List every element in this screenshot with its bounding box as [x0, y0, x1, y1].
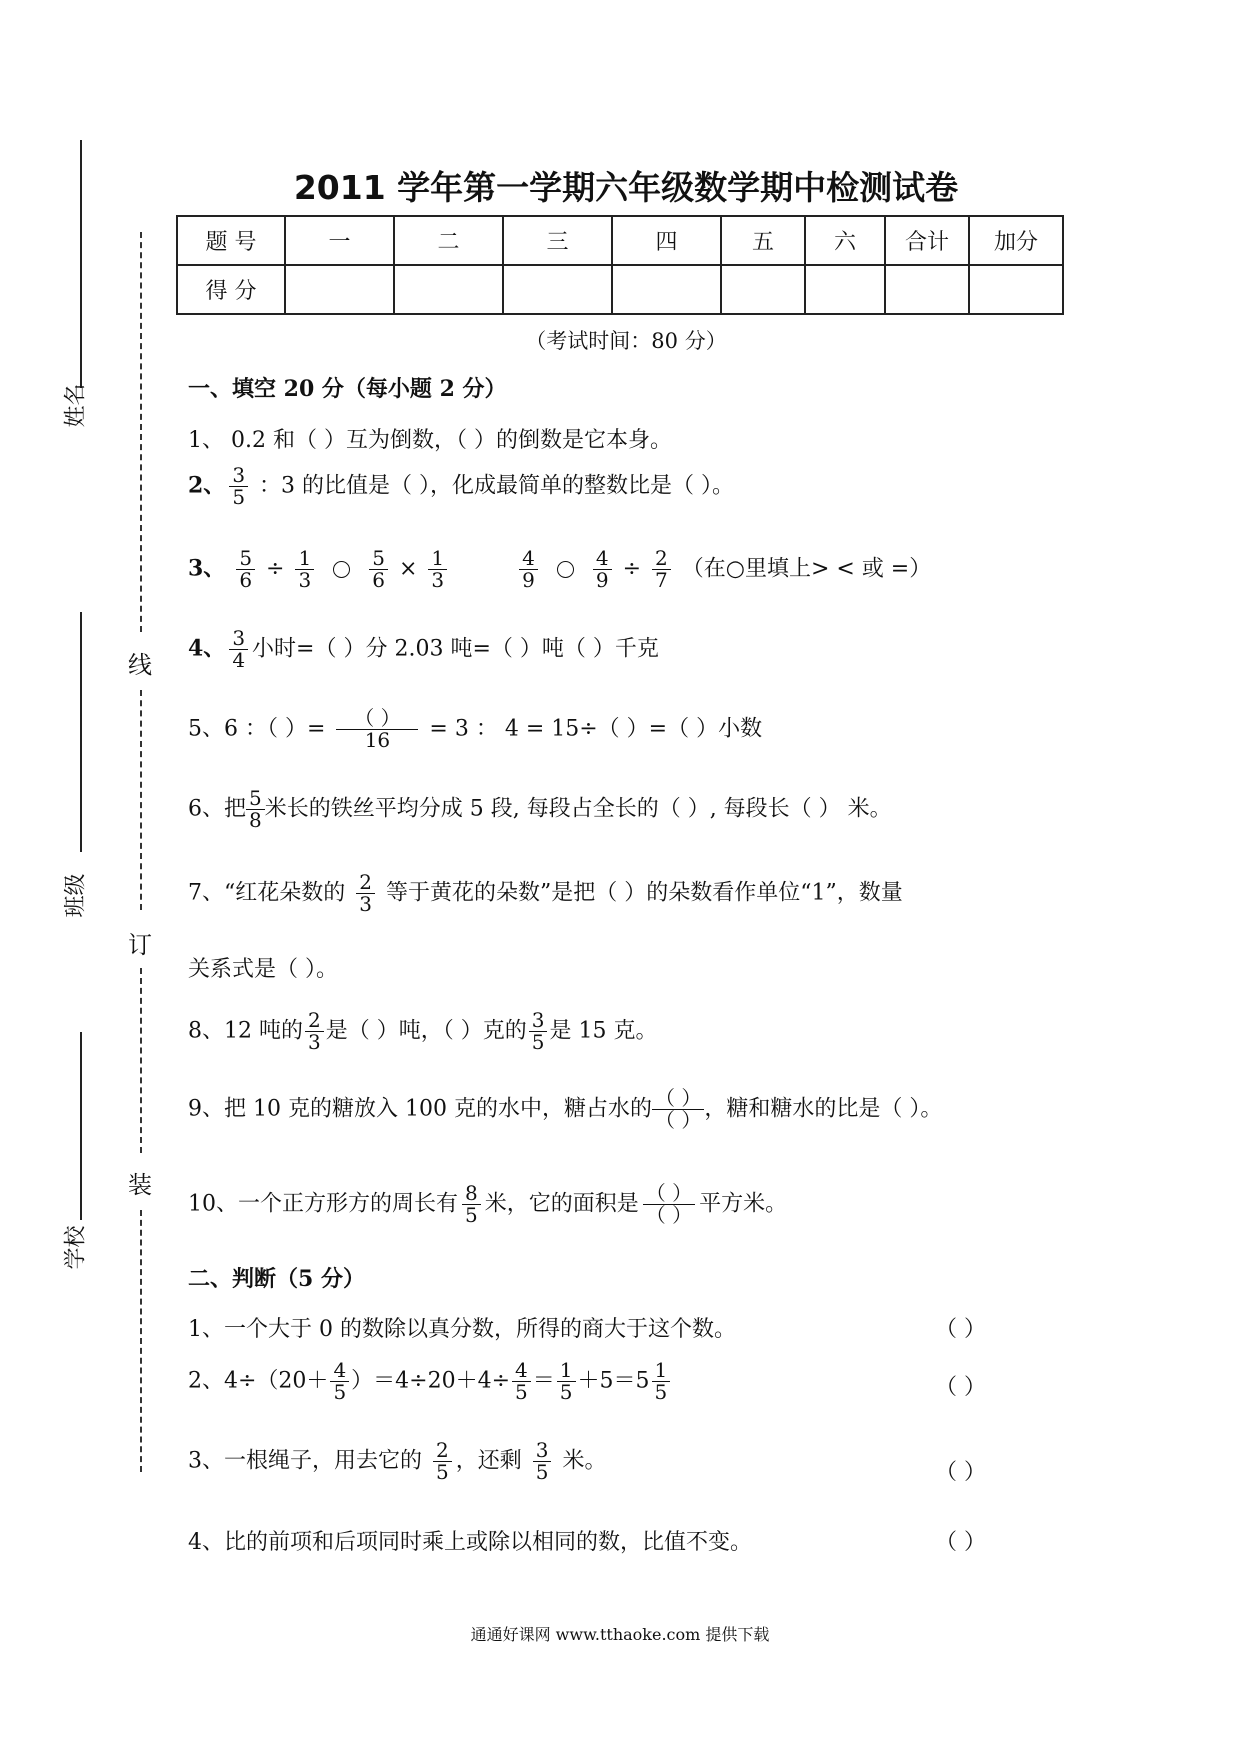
q4-text: 小时=（ ）分 2.03 吨=（ ）吨（ ）千克	[252, 636, 659, 662]
s2-question-3: 3、一根绳子，用去它的 $\frac{2}{5}$ ，还剩 $\frac{3}{5}$ 米。	[188, 1438, 607, 1484]
score-cell[interactable]	[721, 265, 805, 314]
fraction: $\frac{2}{3}$	[356, 872, 375, 915]
fraction: $\frac{5}{8}$	[246, 788, 265, 831]
fraction: $\frac{8}{5}$	[462, 1183, 481, 1226]
s1-question-8: 8、12 吨的 $\frac{2}{3}$ 是（ ）吨，（ ）克的 $\frac{3}{5}$ 是 15 克。	[188, 1008, 658, 1054]
score-col-5: 五	[721, 216, 805, 265]
score-col-bonus: 加分	[969, 216, 1063, 265]
fraction: $\frac{1}{3}$	[295, 548, 314, 591]
fraction: $\frac{3}{5}$	[533, 1440, 552, 1483]
q3-note: （在○里填上> < 或 =）	[681, 556, 932, 582]
score-table-score-row	[177, 265, 1063, 314]
fraction: $\frac{3}{5}$	[229, 465, 248, 508]
fraction: $\frac{5}{6}$	[236, 548, 255, 591]
q3-number: 3、	[188, 555, 226, 582]
score-col-total: 合计	[885, 216, 969, 265]
s1-question-9: 9、把 10 克的糖放入 100 克的水中，糖占水的 $\frac{( )}{( )}$ ，糖和糖水的比是（ ）。	[188, 1086, 943, 1132]
score-header-label: 题 号	[177, 216, 285, 265]
s1-question-7-line2: 关系式是（ ）。	[188, 957, 338, 982]
binding-dash-line-4	[140, 1210, 142, 1472]
binding-dash-line-1	[140, 232, 142, 632]
fraction: $\frac{5}{6}$	[369, 548, 388, 591]
score-col-3: 三	[503, 216, 612, 265]
name-line	[80, 140, 82, 388]
score-table	[176, 215, 1064, 315]
s2-question-1: 1、一个大于 0 的数除以真分数，所得的商大于这个数。	[188, 1317, 736, 1342]
page-title: 2011 学年第一学期六年级数学期中检测试卷	[293, 168, 959, 207]
binding-dash-line-2	[140, 690, 142, 910]
binding-char-xian: 线	[128, 651, 152, 679]
binding-char-ding: 订	[128, 931, 152, 959]
fraction: $\frac{1}{5}$	[652, 1360, 671, 1403]
fraction: $\frac{4}{9}$	[593, 548, 612, 591]
compare-circle[interactable]	[557, 561, 574, 578]
school-label: 学校	[63, 1225, 89, 1270]
s1-question-1: 1、 0.2 和（ ）互为倒数，（ ）的倒数是它本身。	[188, 428, 672, 453]
class-line	[80, 612, 82, 852]
s2-question-4: 4、比的前项和后项同时乘上或除以相同的数，比值不变。	[188, 1530, 752, 1555]
score-row-label: 得 分	[177, 265, 285, 314]
s1-question-10: 10、一个正方形方的周长有 $\frac{8}{5}$ 米，它的面积是 $\frac{( )}{( )}$ 平方米。	[188, 1181, 788, 1227]
fraction: $\frac{1}{3}$	[428, 548, 447, 591]
score-col-1: 一	[285, 216, 394, 265]
score-col-4: 四	[612, 216, 721, 265]
score-cell[interactable]	[805, 265, 885, 314]
fraction: $\frac{4}{9}$	[519, 548, 538, 591]
binding-char-zhuang: 装	[128, 1171, 152, 1199]
name-label: 姓名	[63, 383, 89, 428]
s1-question-7: 7、“红花朵数的 $\frac{2}{3}$ 等于黄花的朵数”是把（ ）的朵数看作单位“1”，数量	[188, 870, 903, 916]
fraction: $\frac{( )}{( )}$	[652, 1088, 704, 1131]
q2-text: ：3 的比值是（ ），化成最简单的整数比是（ ）。	[259, 473, 735, 499]
section1-heading: 一、填空 20 分（每小题 2 分）	[188, 376, 507, 402]
class-label: 班级	[63, 873, 89, 918]
s2-question-2: 2、4÷（20＋ $\frac{4}{5}$ ）＝4÷20＋4÷ $\frac{4}{5}$ ＝ $\frac{1}{5}$ ＋5＝5 $\frac{1}{5}$	[188, 1360, 672, 1403]
s2-answer-bracket[interactable]: （ ）	[935, 1530, 986, 1555]
fraction: $\frac{2}{7}$	[652, 548, 671, 591]
score-col-6: 六	[805, 216, 885, 265]
score-cell[interactable]	[885, 265, 969, 314]
fraction: $\frac{3}{5}$	[529, 1010, 548, 1053]
section2-heading: 二、判断（5 分）	[188, 1266, 365, 1292]
footer-credit: 通通好课网 www.tthaoke.com 提供下载	[470, 1625, 770, 1644]
fraction: $\frac{4}{5}$	[512, 1360, 531, 1403]
fraction: $\frac{( )}{16}$	[336, 708, 418, 751]
fraction: $\frac{4}{5}$	[330, 1360, 349, 1403]
s1-question-5: 5、6 ：（ ）= $\frac{( )}{16}$ = 3 ： 4 = 15÷（ ）=（ ）小数	[188, 706, 763, 752]
fraction: $\frac{3}{4}$	[229, 628, 248, 671]
s1-question-3: 3、 $\frac{5}{6}$ ÷ $\frac{1}{3}$ $\frac{5}{6}$ × $\frac{1}{3}$ $\frac{4}{9}$ $\frac{4}{9}$ ÷ $\frac{2}{7}$ （在○里填上> < 或 =）	[188, 546, 932, 592]
s2-answer-bracket[interactable]: （ ）	[935, 1460, 986, 1485]
fraction: $\frac{( )}{( )}$	[643, 1183, 695, 1226]
q2-number: 2、	[188, 472, 226, 499]
s2-answer-bracket[interactable]: （ ）	[935, 1317, 986, 1342]
fraction: $\frac{1}{5}$	[557, 1360, 576, 1403]
score-table-header-row	[177, 216, 1063, 265]
binding-dash-line-3	[140, 968, 142, 1153]
score-cell[interactable]	[394, 265, 503, 314]
compare-circle[interactable]	[333, 561, 350, 578]
exam-time: （考试时间：80 分）	[525, 329, 727, 353]
score-cell[interactable]	[285, 265, 394, 314]
fraction: $\frac{2}{3}$	[305, 1010, 324, 1053]
score-col-2: 二	[394, 216, 503, 265]
score-cell[interactable]	[969, 265, 1063, 314]
s1-question-2	[188, 465, 734, 508]
school-line	[80, 1032, 82, 1220]
score-cell[interactable]	[503, 265, 612, 314]
q4-number: 4、	[188, 635, 226, 662]
s1-question-6: 6、把 $\frac{5}{8}$ 米长的铁丝平均分成 5 段, 每段占全长的（ ）, 每段长（ ） 米。	[188, 786, 892, 832]
s1-question-4	[188, 628, 659, 671]
score-cell[interactable]	[612, 265, 721, 314]
s2-answer-bracket[interactable]: （ ）	[935, 1375, 986, 1400]
fraction: $\frac{2}{5}$	[433, 1440, 452, 1483]
